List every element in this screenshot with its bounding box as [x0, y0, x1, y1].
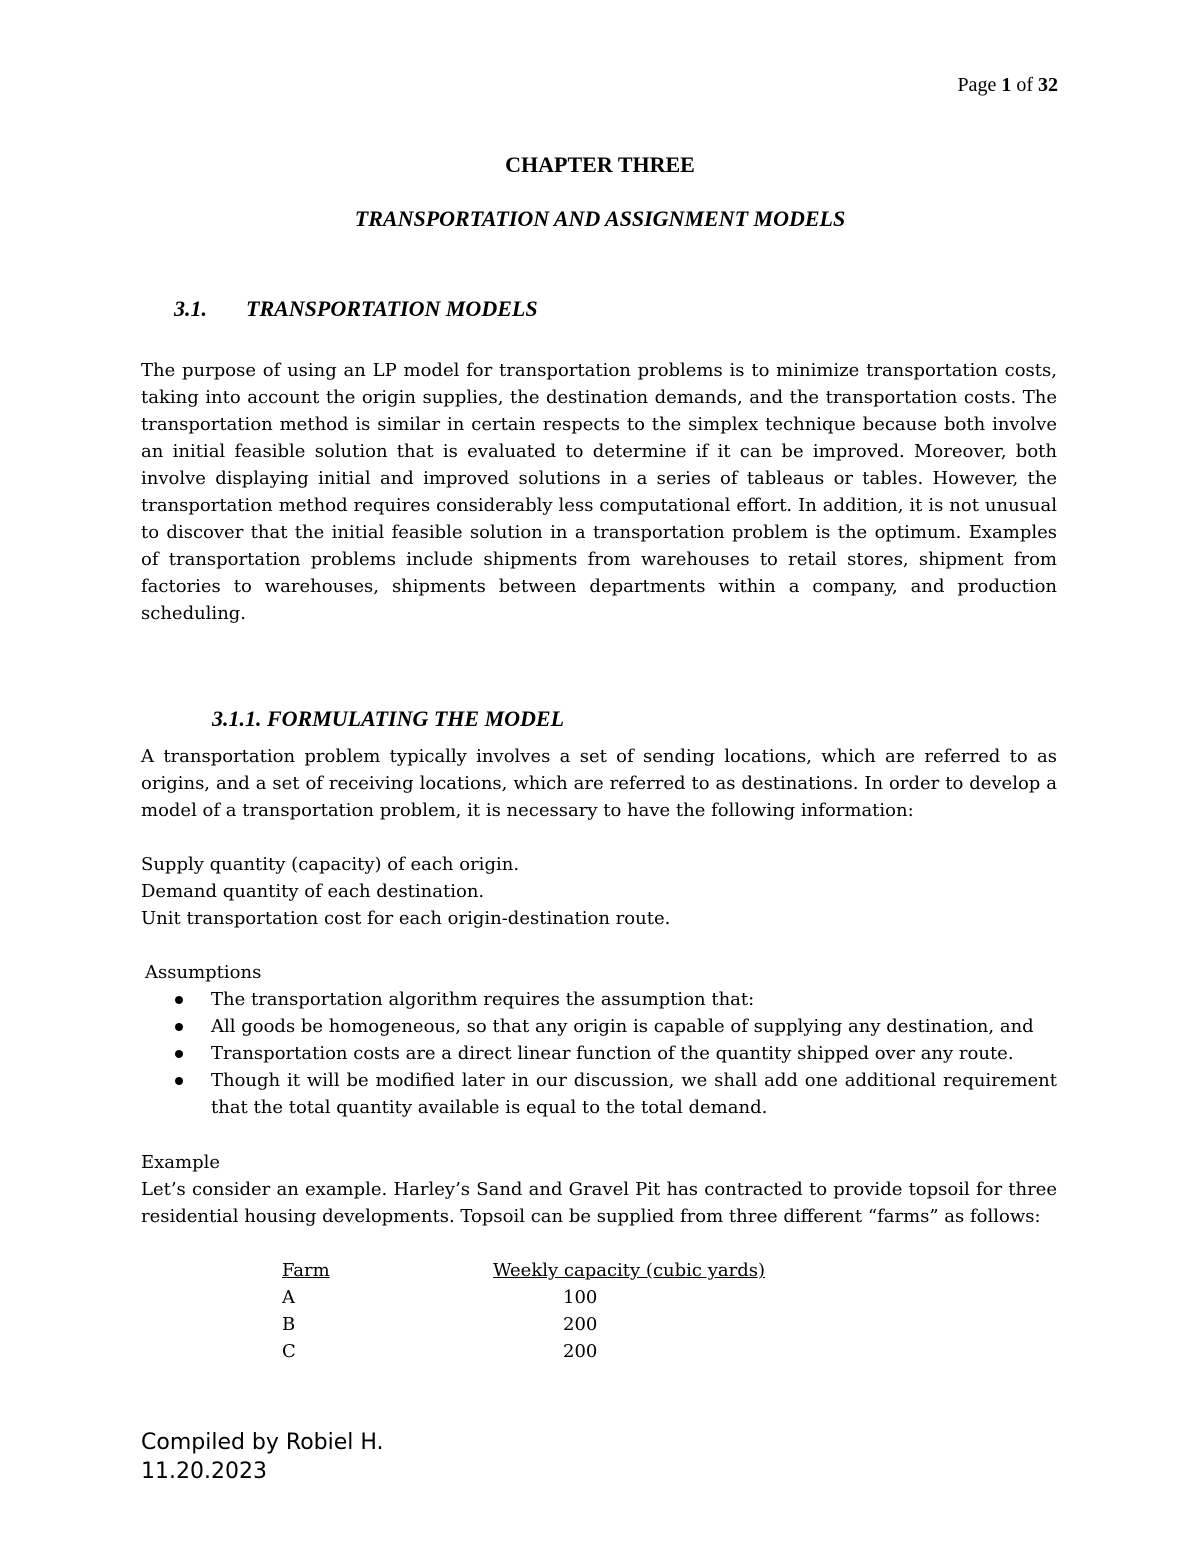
subsection-heading: 3.1.1. FORMULATING THE MODEL [212, 706, 565, 731]
list-item [170, 1040, 1057, 1067]
subsection-paragraph: A transportation problem typically involves a set of sending locations, which are referred to as origins, and a set of receiving locations, which are referred to as destinations. In order to develop a model of a transportation problem, it is necessary to have the following information: [141, 746, 1057, 821]
assumptions-list [170, 986, 1057, 1121]
capacity-cell: 100 [563, 1287, 598, 1308]
list-item-text: Though it will be modified later in our discussion, we shall add one additional requirement that the total quantity available is equal to the total demand. [211, 1070, 1057, 1118]
list-item-text: The transportation algorithm requires the assumption that: [211, 989, 755, 1010]
bullet-icon [175, 996, 183, 1004]
example-label: Example [141, 1152, 221, 1173]
footer [141, 1428, 384, 1486]
assumptions-label: Assumptions [145, 962, 262, 983]
bullet-icon [175, 1023, 183, 1031]
farm-cell: A [282, 1287, 295, 1308]
page-current: 1 [1001, 74, 1012, 96]
info-item: Unit transportation cost for each origin-destination route. [141, 908, 671, 929]
table-header-row [282, 1257, 765, 1284]
page-number [957, 74, 1058, 97]
farm-capacity-table [282, 1257, 765, 1365]
list-item-text: All goods be homogeneous, so that any origin is capable of supplying any destination, and [211, 1016, 1034, 1037]
list-item [170, 1013, 1057, 1040]
bullet-icon [175, 1077, 183, 1085]
farm-cell: C [282, 1341, 296, 1362]
page-total: 32 [1038, 74, 1058, 96]
column-header-capacity: Weekly capacity (cubic yards) [493, 1260, 765, 1281]
footer-compiled-by: Compiled by Robiel H. [141, 1430, 384, 1455]
table-row [282, 1338, 765, 1365]
table-row [282, 1311, 765, 1338]
example-paragraph: Let’s consider an example. Harley’s Sand and Gravel Pit has contracted to provide topsoil for three residential housing developments. Topsoil can be supplied from three different “farms” as follows: [141, 1179, 1057, 1227]
info-item: Supply quantity (capacity) of each origin. [141, 854, 520, 875]
info-item: Demand quantity of each destination. [141, 881, 485, 902]
chapter-title: CHAPTER THREE [505, 152, 695, 177]
list-item-text: Transportation costs are a direct linear function of the quantity shipped over any route. [211, 1043, 1014, 1064]
section-title: TRANSPORTATION MODELS [246, 296, 538, 321]
chapter-subtitle: TRANSPORTATION AND ASSIGNMENT MODELS [354, 206, 846, 231]
page-mid: of [1016, 74, 1033, 96]
capacity-cell: 200 [563, 1341, 598, 1362]
section-heading [174, 296, 538, 322]
table-row [282, 1284, 765, 1311]
bullet-icon [175, 1050, 183, 1058]
capacity-cell: 200 [563, 1314, 598, 1335]
column-header-farm: Farm [282, 1260, 330, 1281]
footer-date: 11.20.2023 [141, 1459, 267, 1484]
section-paragraph: The purpose of using an LP model for transportation problems is to minimize transportation costs, taking into account the origin supplies, the destination demands, and the transportation costs. The transportation method is similar in certain respects to the simplex technique because both involve an initial feasible solution that is evaluated to determine if it can be improved. Moreover, both involve displaying initial and improved solutions in a series of tableaus or tables. However, the transportation method requires considerably less computational effort. In addition, it is not unusual to discover that the initial feasible solution in a transportation problem is the optimum. Examples of transportation problems include shipments from warehouses to retail stores, shipment from factories to warehouses, shipments between departments within a company, and production scheduling. [141, 360, 1057, 624]
page-prefix: Page [957, 74, 997, 96]
list-item [170, 1067, 1057, 1121]
section-number: 3.1. [174, 296, 207, 321]
list-item [170, 986, 1057, 1013]
farm-cell: B [282, 1314, 296, 1335]
